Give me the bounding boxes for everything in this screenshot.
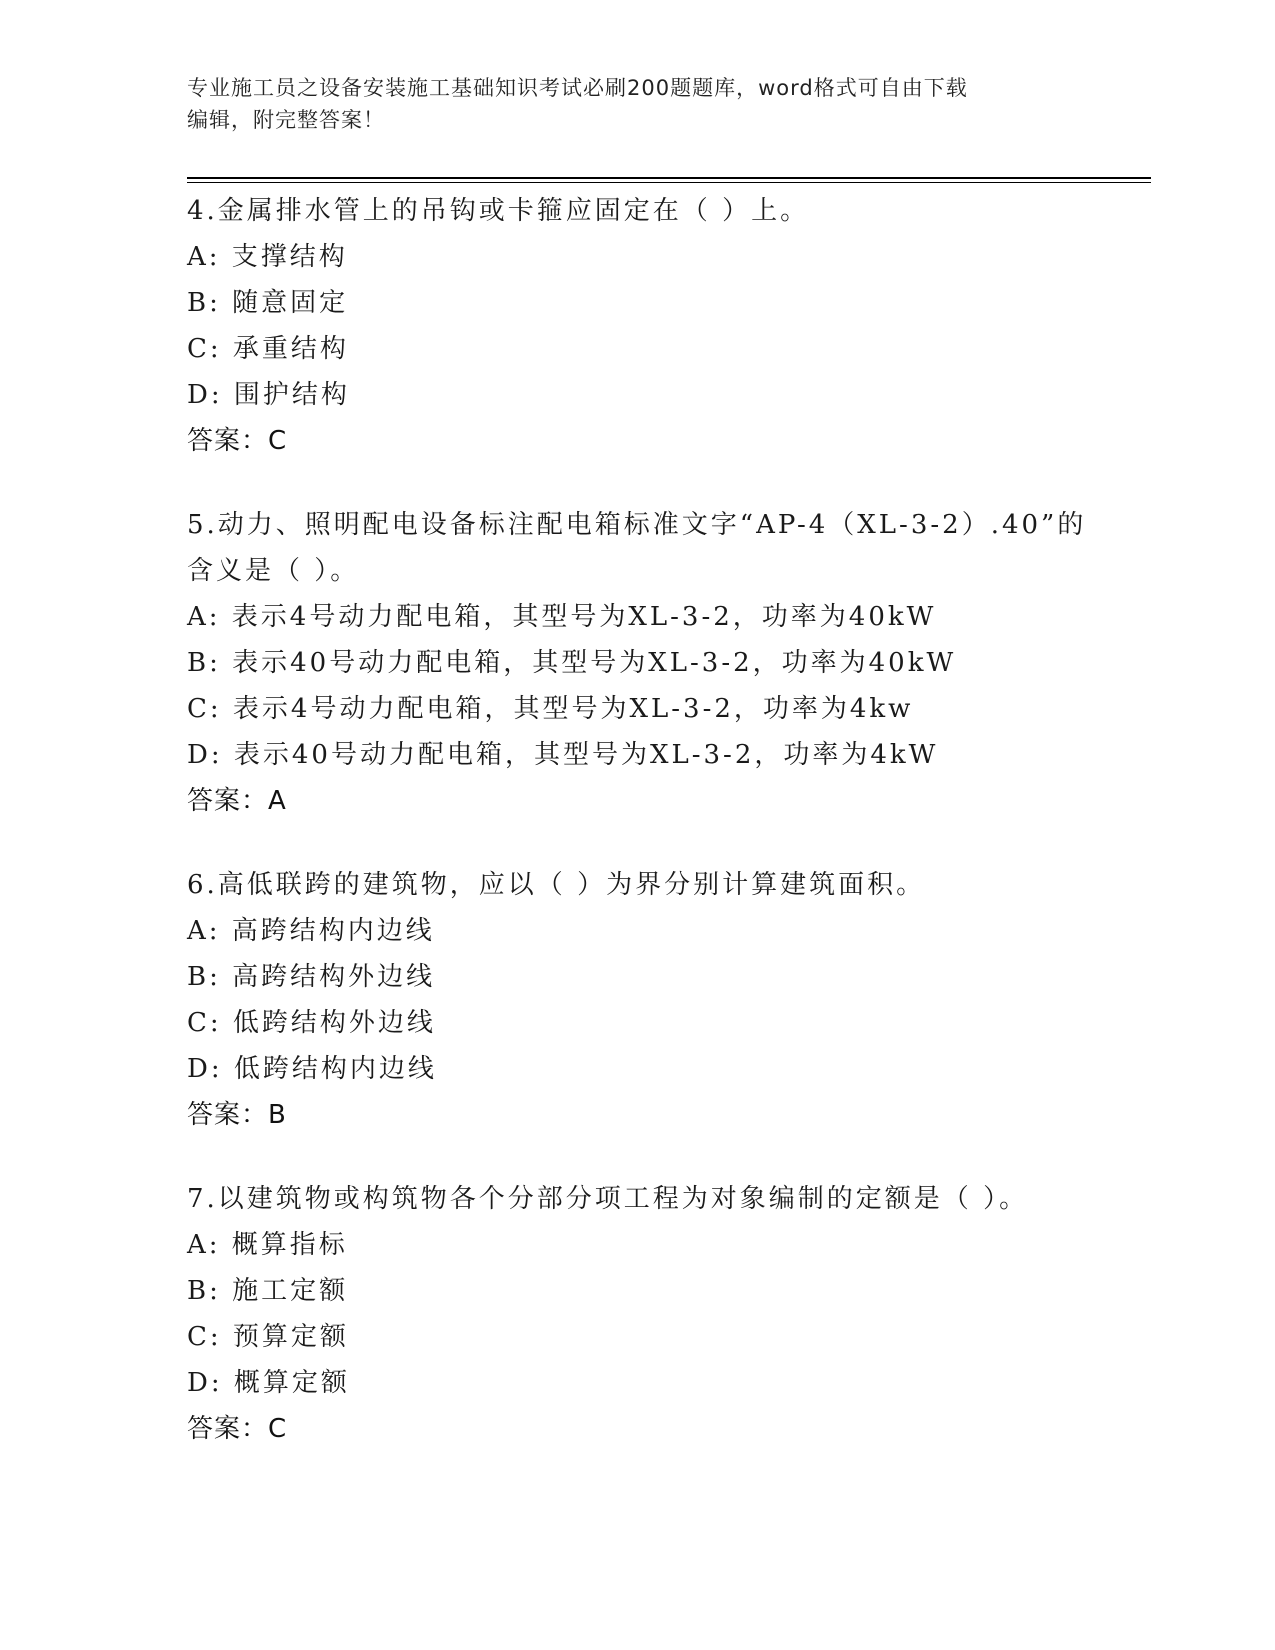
answer-label: 答案：C <box>187 426 288 456</box>
question-stem: 7.以建筑物或构筑物各个分部分项工程为对象编制的定额是（ ）。 <box>187 1184 1029 1214</box>
question-6 <box>187 862 1087 1138</box>
question-7 <box>187 1176 1087 1452</box>
option-b: B: 高跨结构外边线 <box>187 962 436 992</box>
option-d: D: 表示40号动力配电箱，其型号为XL-3-2，功率为4kW <box>187 740 939 770</box>
option-b: B: 施工定额 <box>187 1276 349 1306</box>
question-5 <box>187 502 1087 824</box>
option-a: A: 高跨结构内边线 <box>187 916 435 946</box>
header-divider-thin <box>187 182 1151 183</box>
option-c: C: 表示4号动力配电箱，其型号为XL-3-2，功率为4kw <box>187 694 914 724</box>
answer-label: 答案：C <box>187 1414 288 1444</box>
option-a: A: 表示4号动力配电箱，其型号为XL-3-2，功率为40kW <box>187 602 937 632</box>
question-list <box>187 188 1087 1490</box>
header-line-2: 编辑，附完整答案！ <box>187 108 385 132</box>
question-stem: 6.高低联跨的建筑物，应以（ ）为界分别计算建筑面积。 <box>187 870 926 900</box>
question-4 <box>187 188 1087 464</box>
question-stem: 5.动力、照明配电设备标注配电箱标准文字“AP-4（XL-3-2）.40”的含义是（ ）。 <box>187 510 1087 586</box>
answer-label: 答案：A <box>187 786 287 816</box>
header-divider-thick <box>187 177 1151 179</box>
option-b: B: 随意固定 <box>187 288 349 318</box>
option-a: A: 概算指标 <box>187 1230 348 1260</box>
option-d: D: 围护结构 <box>187 380 350 410</box>
header-line-1: 专业施工员之设备安装施工基础知识考试必刷200题题库，word格式可自由下载 <box>187 76 968 100</box>
option-b: B: 表示40号动力配电箱，其型号为XL-3-2，功率为40kW <box>187 648 957 678</box>
option-d: D: 低跨结构内边线 <box>187 1054 437 1084</box>
document-header <box>187 72 1087 136</box>
option-c: C: 低跨结构外边线 <box>187 1008 436 1038</box>
question-stem: 4.金属排水管上的吊钩或卡箍应固定在（ ）上。 <box>187 196 810 226</box>
answer-label: 答案：B <box>187 1100 287 1130</box>
option-d: D: 概算定额 <box>187 1368 350 1398</box>
option-c: C: 预算定额 <box>187 1322 349 1352</box>
option-c: C: 承重结构 <box>187 334 349 364</box>
option-a: A: 支撑结构 <box>187 242 348 272</box>
